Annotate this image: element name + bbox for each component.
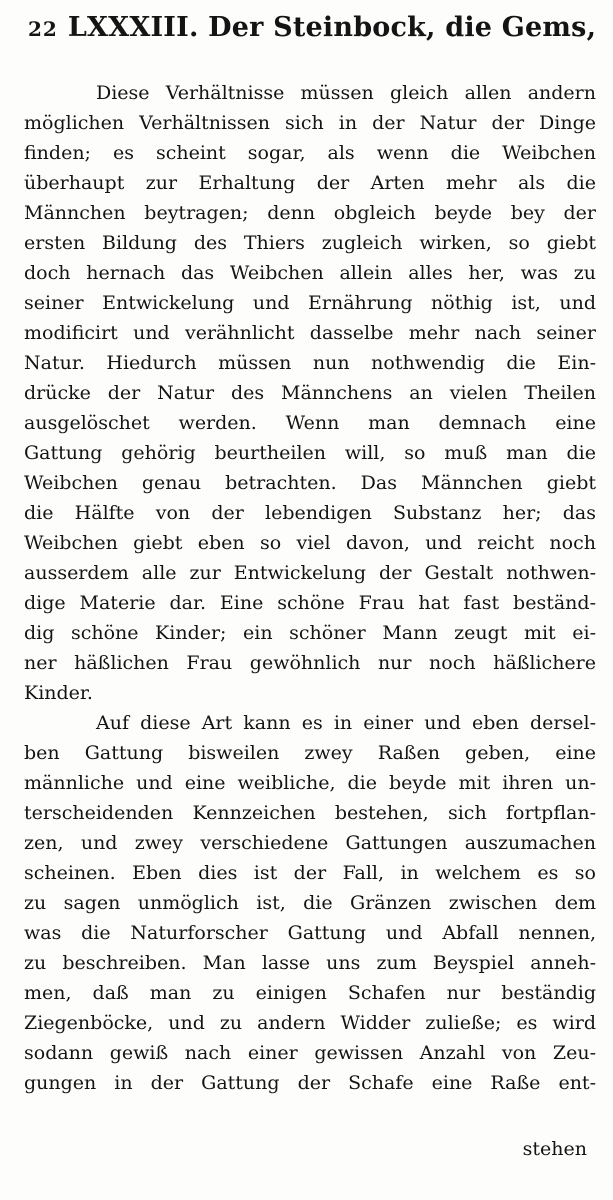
text-line: Ziegenböcke, und zu andern Widder zuließe; es wird xyxy=(24,1012,596,1034)
text-line: zen, und zwey verschiedene Gattungen auszumachen xyxy=(24,832,596,854)
text-line: terscheidenden Kennzeichen bestehen, sich fortpflan- xyxy=(24,802,596,824)
body-text xyxy=(24,78,596,1098)
text-line: ersten Bildung des Thiers zugleich wirken, so giebt xyxy=(24,232,596,254)
text-line: drücke der Natur des Männchens an vielen Theilen xyxy=(24,382,596,404)
text-line: zu beschreiben. Man lasse uns zum Beyspiel anneh- xyxy=(24,952,596,974)
text-line: zu sagen unmöglich ist, die Gränzen zwischen dem xyxy=(24,892,596,914)
text-line: ausgelöschet werden. Wenn man demnach eine xyxy=(24,412,596,434)
text-line: ben Gattung bisweilen zwey Raßen geben, eine xyxy=(24,742,596,764)
text-line: Gattung gehörig beurtheilen will, so muß man die xyxy=(24,442,596,464)
text-line: dig schöne Kinder; ein schöner Mann zeugt mit ei- xyxy=(24,622,596,644)
text-line: Auf diese Art kann es in einer und eben dersel- xyxy=(96,712,596,734)
text-line: männliche und eine weibliche, die beyde mit ihren un- xyxy=(24,772,596,794)
text-line: dige Materie dar. Eine schöne Frau hat fast beständ- xyxy=(24,592,596,614)
text-line: doch hernach das Weibchen allein alles her, was zu xyxy=(24,262,596,284)
text-line: modificirt und verähnlicht dasselbe mehr nach seiner xyxy=(24,322,596,344)
page-number: 22 xyxy=(28,17,58,41)
text-line: men, daß man zu einigen Schafen nur beständig xyxy=(24,982,596,1004)
text-line: ner häßlichen Frau gewöhnlich nur noch häßlichere xyxy=(24,652,596,674)
text-line: überhaupt zur Erhaltung der Arten mehr als die xyxy=(24,172,596,194)
running-title: LXXXIII. Der Steinbock, die Gems, xyxy=(67,12,597,43)
text-line: Kinder. xyxy=(24,682,93,704)
text-line: die Hälfte von der lebendigen Substanz her; das xyxy=(24,502,596,524)
text-line: Diese Verhältnisse müssen gleich allen andern xyxy=(96,82,596,104)
catchword: stehen xyxy=(522,1138,587,1160)
text-line: ausserdem alle zur Entwickelung der Gestalt nothwen- xyxy=(24,562,596,584)
text-line: möglichen Verhältnissen sich in der Natur der Dinge xyxy=(24,112,596,134)
text-line: Natur. Hiedurch müssen nun nothwendig die Ein- xyxy=(24,352,596,374)
text-line: was die Naturforscher Gattung und Abfall nennen, xyxy=(24,922,596,944)
text-line: seiner Entwickelung und Ernährung nöthig ist, und xyxy=(24,292,596,314)
text-line: gungen in der Gattung der Schafe eine Raße ent- xyxy=(24,1072,596,1094)
text-line: Weibchen giebt eben so viel davon, und reicht noch xyxy=(24,532,596,554)
text-line: Männchen beytragen; denn obgleich beyde bey der xyxy=(24,202,596,224)
text-line: Weibchen genau betrachten. Das Männchen giebt xyxy=(24,472,596,494)
text-line: scheinen. Eben dies ist der Fall, in welchem es so xyxy=(24,862,596,884)
running-header xyxy=(28,12,598,56)
text-line: sodann gewiß nach einer gewissen Anzahl von Zeu- xyxy=(24,1042,596,1064)
text-line: finden; es scheint sogar, als wenn die Weibchen xyxy=(24,142,596,164)
